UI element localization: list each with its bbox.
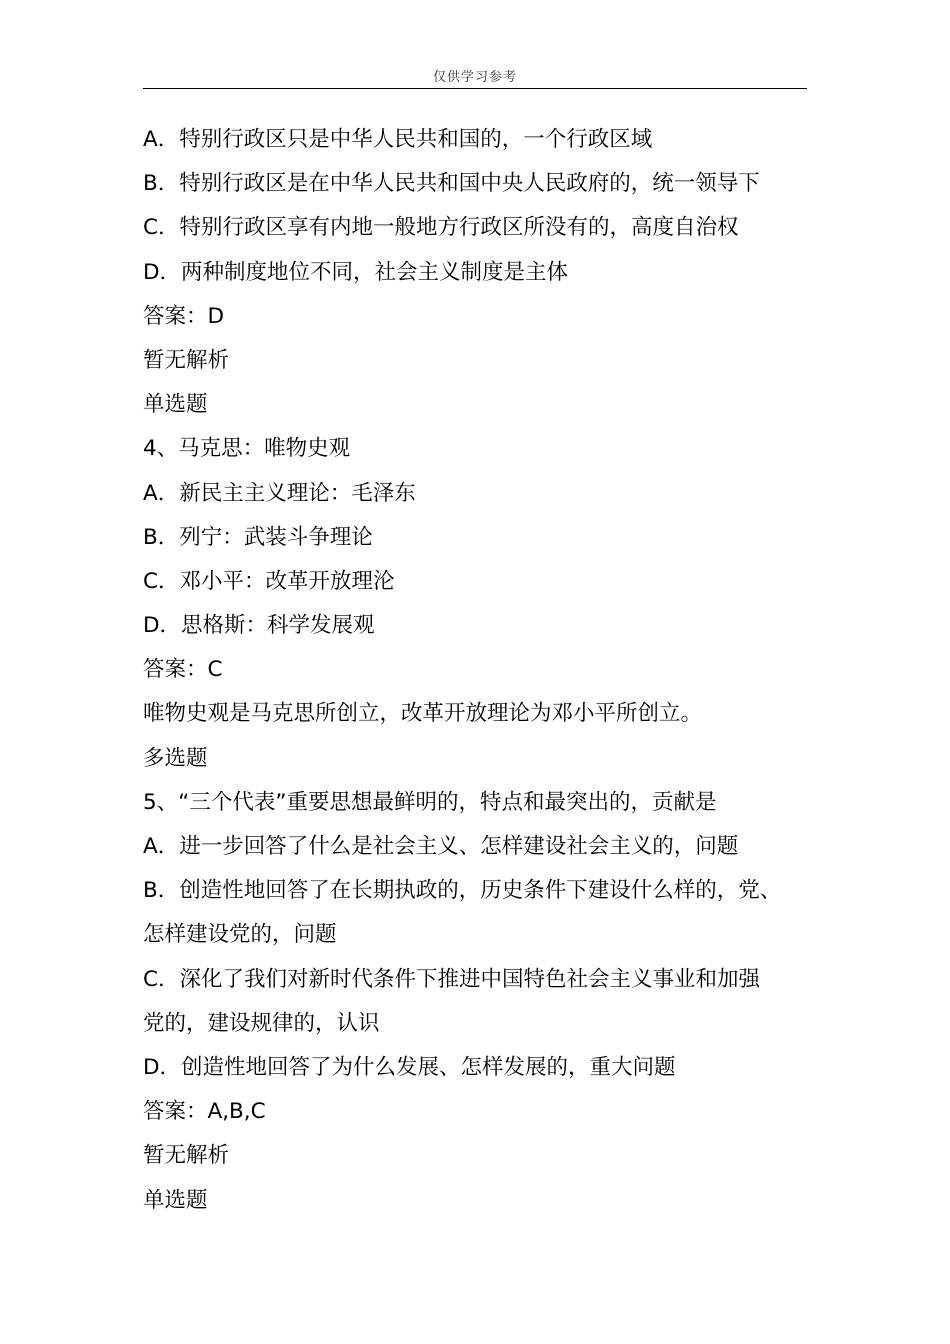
option-a-q5: A．进一步回答了什么是社会主义、怎样建设社会主义的，问题 <box>143 834 739 859</box>
option-b-q4: B．列宁：武装斗争理论 <box>143 524 373 550</box>
answer-q4: 答案：C <box>143 657 223 683</box>
explanation-q3: 暂无解析 <box>143 347 230 373</box>
explanation-q5: 暂无解析 <box>143 1143 230 1169</box>
page-header <box>143 66 807 89</box>
option-c-q5-continued: 党的，建设规律的，认识 <box>143 1010 380 1036</box>
option-b-q3: B．特别行政区是在中华人民共和国中央人民政府的，统一领导下 <box>143 171 760 197</box>
header-text: 仅供学习参考 <box>432 70 517 85</box>
answer-q5: 答案：A,B,C <box>143 1099 266 1125</box>
option-b-q5: B．创造性地回答了在长期执政的，历史条件下建设什么样的，党、 <box>143 878 782 904</box>
option-b-q5-continued: 怎样建设党的，问题 <box>143 922 337 948</box>
question-type-q4: 单选题 <box>143 392 208 418</box>
option-a-q3: A．特别行政区只是中华人民共和国的，一个行政区域 <box>143 127 653 152</box>
answer-q3: 答案：D <box>143 303 225 329</box>
option-c-q3: C．特别行政区享有内地一般地方行政区所没有的，高度自治权 <box>143 215 739 241</box>
option-d-q4: D．思格斯：科学发展观 <box>143 613 375 639</box>
option-d-q5: D．创造性地回答了为什么发展、怎样发展的，重大问题 <box>143 1054 676 1080</box>
question-4: 4、马克思：唯物史观 <box>143 436 351 462</box>
question-type-q6: 单选题 <box>143 1187 208 1213</box>
document-body <box>143 118 813 1223</box>
explanation-q4: 唯物史观是马克思所创立，改革开放理论为邓小平所创立。 <box>143 701 703 727</box>
option-c-q4: C．邓小平：改革开放理沦 <box>143 568 395 594</box>
option-d-q3: D．两种制度地位不同，社会主义制度是主体 <box>143 259 569 285</box>
question-type-q5: 多选题 <box>143 745 208 771</box>
option-c-q5: C．深化了我们对新时代条件下推进中国特色社会主义事业和加强 <box>143 966 761 992</box>
option-a-q4: A．新民主主义理论：毛泽东 <box>143 480 416 506</box>
question-5: 5、“三个代表”重要思想最鲜明的，特点和最突出的，贡献是 <box>143 789 717 815</box>
